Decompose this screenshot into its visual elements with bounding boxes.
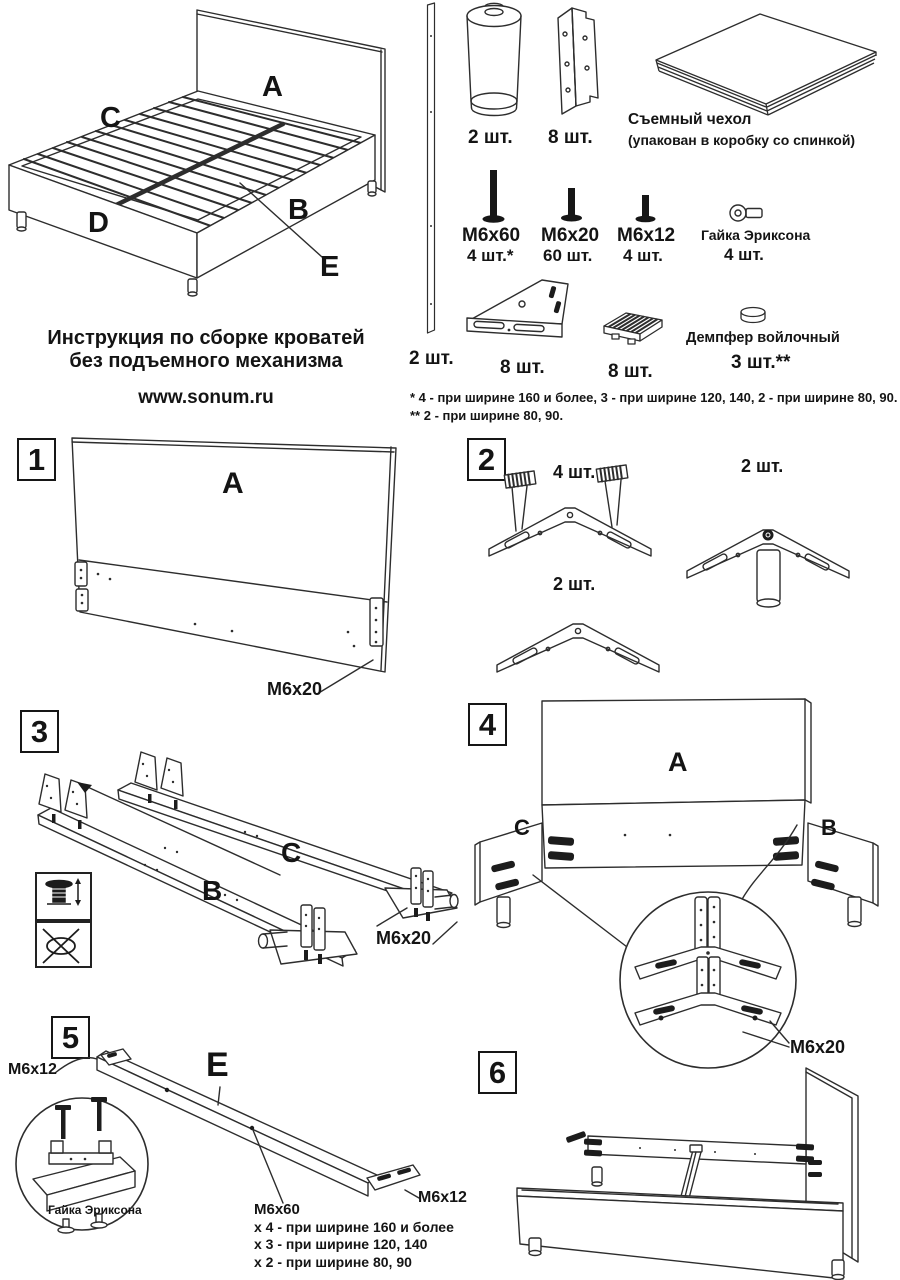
damper-name-label: Демпфер войлочный — [686, 330, 840, 346]
bed-overview-drawing — [0, 0, 410, 300]
step6-number-box: 6 — [478, 1051, 517, 1094]
leg-height-adjust-icon — [35, 872, 92, 921]
step4-part-label-c: C — [514, 815, 530, 840]
step1-fastener-label: M6x20 — [267, 679, 323, 699]
bolt-m6x20-qty: 60 шт. — [543, 246, 593, 265]
step2-pads-qty-label: 4 шт. — [553, 462, 596, 482]
bolt-m6x60-icon — [480, 170, 510, 226]
step5-number-box: 5 — [51, 1016, 90, 1059]
step1-number-box: 1 — [17, 438, 56, 481]
step3-part-label-c: C — [281, 837, 302, 868]
step5-bolt-note — [254, 1201, 454, 1271]
step3-number-box: 3 — [20, 710, 59, 753]
felt-pad-qty-label: 8 шт. — [608, 361, 653, 382]
felt-damper-icon — [740, 306, 770, 328]
erikson-nut-icon — [728, 202, 770, 224]
step4-part-label-a: A — [668, 747, 688, 777]
page-title — [30, 327, 382, 373]
bolt-m6x60-qty: 4 шт.* — [467, 246, 514, 265]
cover-part-icon — [648, 8, 883, 120]
bolt-m6x20-icon — [558, 188, 588, 224]
corner-plate-part-icon — [462, 274, 587, 346]
page-title-line2: без подъемного механизма — [69, 350, 343, 372]
footnote-2: ** 2 - при ширине 80, 90. — [410, 408, 564, 423]
bolt-m6x60-name: M6x60 — [462, 225, 521, 246]
step2-corner-plates-drawing — [465, 455, 900, 670]
page-title-line1: Инструкция по сборке кроватей — [47, 327, 365, 349]
step5-bolt-note-line2: x 3 - при ширине 120, 140 — [254, 1236, 428, 1252]
felt-pad-part-icon — [600, 310, 666, 350]
step4-part-label-b: B — [821, 815, 837, 840]
leg-qty-label: 2 шт. — [468, 127, 513, 148]
bolt-m6x12-qty: 4 шт. — [623, 246, 663, 265]
step5-bolt-note-line1: x 4 - при ширине 160 и более — [254, 1218, 454, 1235]
overview-label-e: E — [320, 251, 340, 283]
step5-fastener-right-label: M6x12 — [418, 1189, 467, 1206]
step5-part-label-e: E — [206, 1046, 229, 1084]
step5-bolt-note-title: M6x60 — [254, 1201, 300, 1218]
cover-note-label: (упакован в коробку со спинкой) — [628, 132, 856, 148]
angle-qty-label: 8 шт. — [548, 127, 593, 148]
step3-part-label-b: B — [202, 875, 223, 906]
slat-qty-label: 2 шт. — [409, 348, 454, 369]
step2-plain-plates-qty-label: 2 шт. — [553, 574, 596, 594]
crossed-out-icon — [35, 921, 92, 968]
damper-qty-label: 3 шт.** — [731, 352, 791, 373]
step4-fastener-label: M6x20 — [790, 1037, 846, 1057]
step2-number-box: 2 — [467, 438, 506, 481]
step5-fastener-left-label: M6x12 — [8, 1061, 57, 1078]
step5-bolt-note-line3: x 2 - при ширине 80, 90 — [254, 1253, 412, 1270]
corner-angle-part-icon — [546, 2, 602, 116]
website-url: www.sonum.ru — [138, 387, 274, 408]
footnote-1: * 4 - при ширине 160 и более, 3 - при ширине 120, 140, 2 - при ширине 80, 90. — [410, 390, 898, 405]
overview-label-d: D — [88, 207, 109, 239]
bolt-m6x12-icon — [632, 195, 662, 225]
erikson-nut-qty: 4 шт. — [724, 245, 764, 264]
step2-leg-plates-qty-label: 2 шт. — [741, 456, 784, 476]
corner-plate-qty-label: 8 шт. — [500, 357, 545, 378]
overview-label-b: B — [288, 194, 309, 226]
bolt-m6x12-name: M6x12 — [617, 225, 676, 246]
step5-nut-label: Гайка Эриксона — [48, 1203, 142, 1217]
leg-part-icon — [462, 2, 526, 120]
overview-label-c: C — [100, 102, 121, 134]
step6-frame-assembly-drawing — [500, 1060, 895, 1280]
step1-part-label-a: A — [222, 467, 244, 500]
slat-part-icon — [424, 0, 440, 340]
erikson-nut-name: Гайка Эриксона — [701, 227, 811, 243]
step3-fastener-label: M6x20 — [376, 928, 432, 948]
step4-number-box: 4 — [468, 703, 507, 746]
bolt-m6x20-name: M6x20 — [541, 225, 600, 246]
cover-title-label: Съемный чехол — [628, 111, 752, 128]
overview-label-a: A — [262, 71, 283, 103]
